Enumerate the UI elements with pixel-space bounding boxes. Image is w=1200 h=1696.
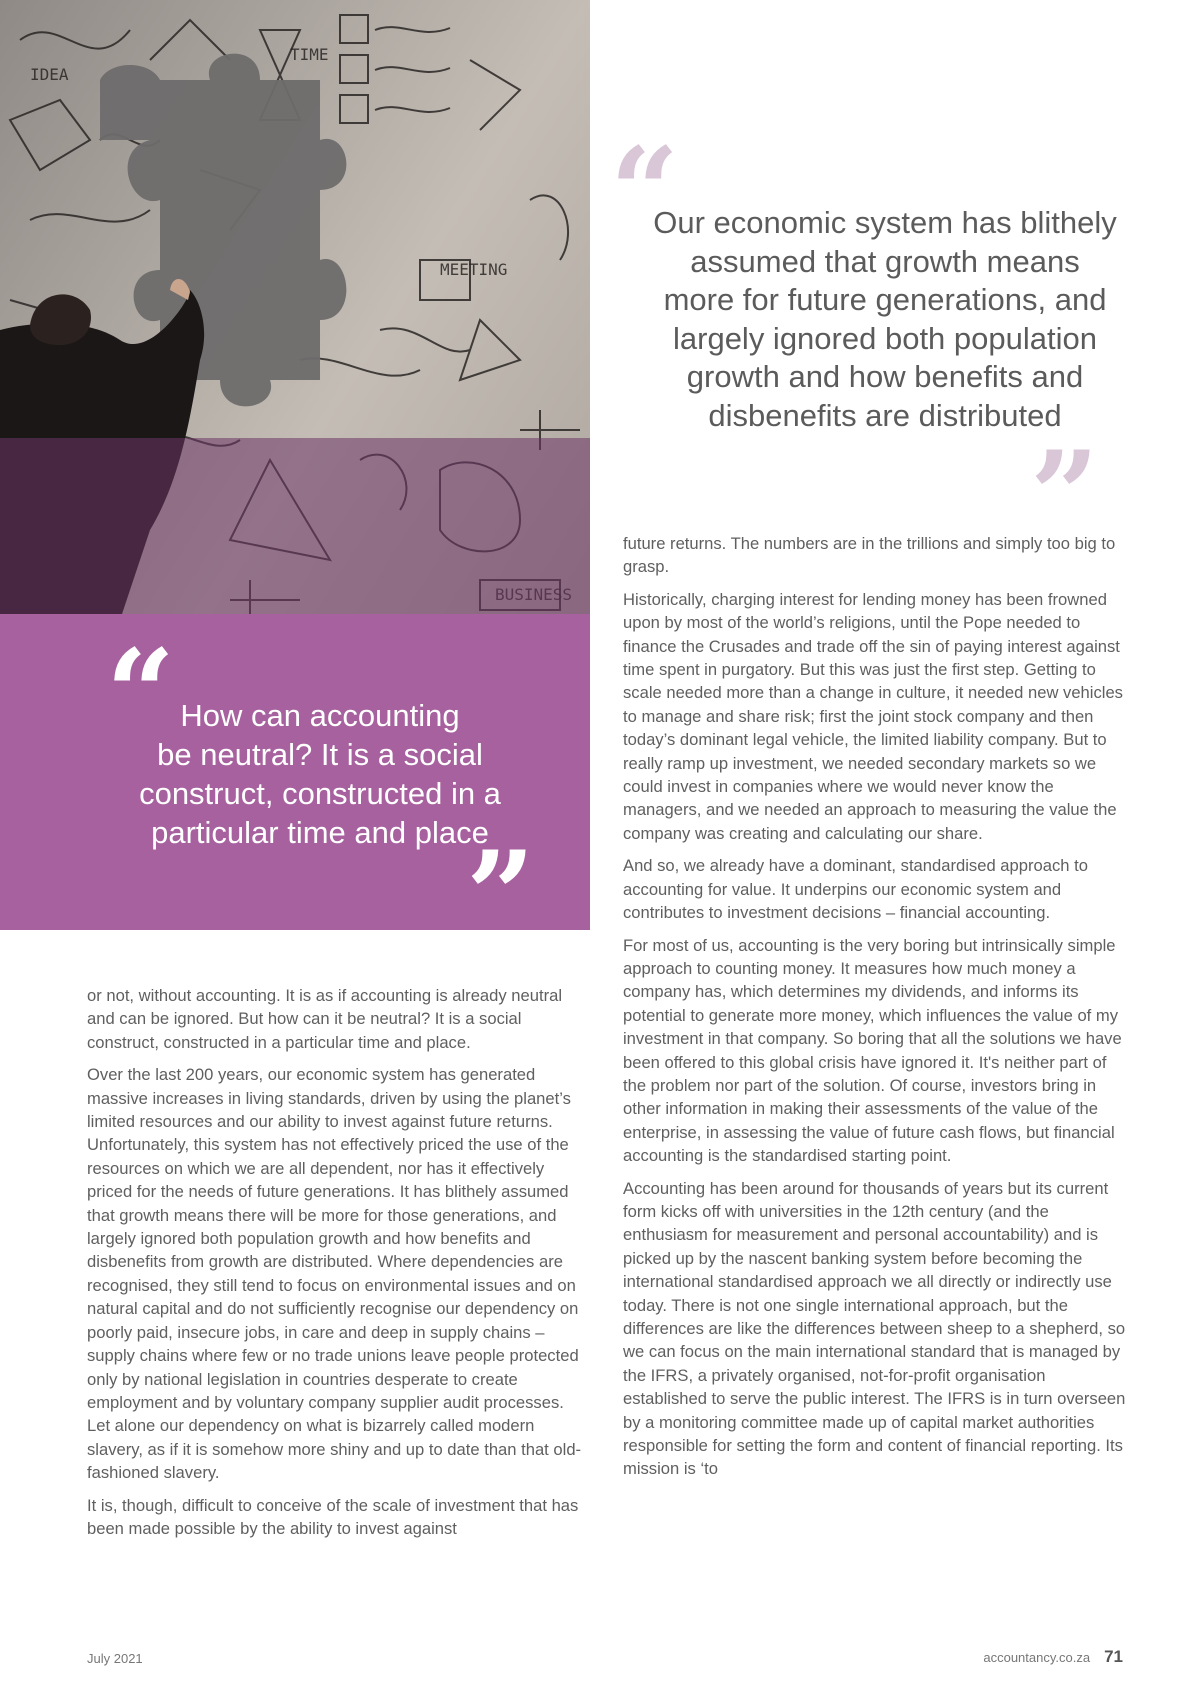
page-number: 71 bbox=[1104, 1647, 1123, 1666]
pull-quote-left-line: construct, constructed in a bbox=[139, 776, 501, 811]
close-quote-icon: ” bbox=[466, 825, 536, 966]
pull-quote-right-text bbox=[630, 204, 1140, 435]
footer-right bbox=[983, 1647, 1123, 1667]
pull-quote-right-line: largely ignored both population bbox=[673, 320, 1097, 356]
pull-quote-left bbox=[0, 614, 590, 966]
footer-date: July 2021 bbox=[87, 1651, 143, 1666]
body-paragraph: or not, without accounting. It is as if accounting is already neutral and can be ignored. But how can it be neutral? It is a social construct, constructed in a particular time and place. bbox=[87, 986, 563, 1052]
pull-quote-left-line: be neutral? It is a social bbox=[157, 737, 483, 772]
sketch-word-time: TIME bbox=[290, 45, 329, 64]
body-paragraph: For most of us, accounting is the very boring but intrinsically simple approach to counting money. It measures how much money a company has, which determines my dividends, and informs its potential to generate more money, which influences the value of my investment in that company. So boring that all the solutions we have been offered to this global crisis have ignored it. It's neither part of the problem nor part of the solution. Of course, investors bring in other information in making their assessments of the value of the enterprise, in assessing the value of future cash flows, but financial accounting is the standardised starting point. bbox=[623, 935, 1122, 1166]
sketch-word-idea: IDEA bbox=[30, 65, 69, 84]
open-quote-icon: “ bbox=[610, 121, 680, 262]
close-quote-icon: ” bbox=[1030, 425, 1100, 566]
pull-quote-right-line: assumed that growth means bbox=[690, 243, 1080, 279]
pull-quote-left-line: particular time and place bbox=[151, 815, 489, 850]
pull-quote-right-line: Our economic system has blithely bbox=[653, 205, 1117, 240]
body-column-left bbox=[87, 984, 590, 1549]
body-paragraph: And so, we already have a dominant, standardised approach to accounting for value. It underpins our economic system and contributes to investment decisions – financial accounting. bbox=[623, 856, 1088, 923]
pull-quote-right-line: growth and how benefits and bbox=[686, 359, 1084, 394]
open-quote-icon: “ bbox=[106, 623, 176, 764]
pull-quote-right-line: more for future generations, and bbox=[663, 282, 1107, 317]
body-paragraph: Over the last 200 years, our economic system has generated massive increases in living standards, driven by using the planet’s limited resources and our ability to invest against future returns. Unfortunately, this system has not effectively priced the use of the resources on which we are all dependent, nor has it effectively priced for the needs of future generations. It has blithely assumed that growth means there will be more for those generations, and largely ignored both population growth and how benefits and disbenefits from growth are distributed. Where dependencies are recognised, they still tend to focus on environmental issues and on natural capital and do not sufficiently recognise our dependency on poorly paid, insecure jobs, in care and deep in supply chains – supply chains where few or no trade unions leave people protected only by national legislation in countries desperate to create employment and by voluntary company supplier audit processes. Let alone our dependency on what is bizarrely called modern slavery, as if it is somehow more shiny and up to date than that old-fashioned slavery. bbox=[87, 1065, 582, 1483]
footer-site-link[interactable]: accountancy.co.za bbox=[983, 1650, 1091, 1665]
pull-quote-left-line: How can accounting bbox=[180, 698, 460, 733]
sketch-word-meeting: MEETING bbox=[440, 260, 508, 279]
body-paragraph: Historically, charging interest for lending money has been frowned upon by most of the world’s religions, until the Pope needed to finance the Crusades and trade off the sin of paying interest against time spent in purgatory. But this was just the first step. Getting to scale needed more than a change in culture, it needed new vehicles to manage and share risk; first the joint stock company and then today’s dominant legal vehicle, the limited liability company. But to really ramp up investment, we needed secondary markets so we could invest in companies where we would never know the managers, and we needed an approach to measuring the value the company was creating and calculating our share. bbox=[623, 589, 1123, 843]
pull-quote-right-line: disbenefits are distributed bbox=[708, 397, 1062, 433]
body-paragraph: future returns. The numbers are in the trillions and simply too big to grasp. bbox=[623, 534, 1116, 577]
body-paragraph: Accounting has been around for thousands of years but its current form kicks off with universities in the 12th century (and the enthusiasm for measurement and personal accountability) and is picked up by the nascent banking system before becoming the international standardised approach we all directly or indirectly use today. There is not one single international approach, but the differences are like the differences between sheep to a shepherd, so we can focus on the main international standard that is managed by the IFRS, a privately organised, not-for-profit organisation established to serve the public interest. The IFRS is in turn overseen by a monitoring committee made up of capital market authorities responsible for setting the form and content of financial reporting. Its mission is ‘to bbox=[623, 1178, 1126, 1479]
body-column-right bbox=[623, 532, 1128, 1490]
body-paragraph: It is, though, difficult to conceive of the scale of investment that has been made possible by the ability to invest against bbox=[87, 1495, 579, 1538]
